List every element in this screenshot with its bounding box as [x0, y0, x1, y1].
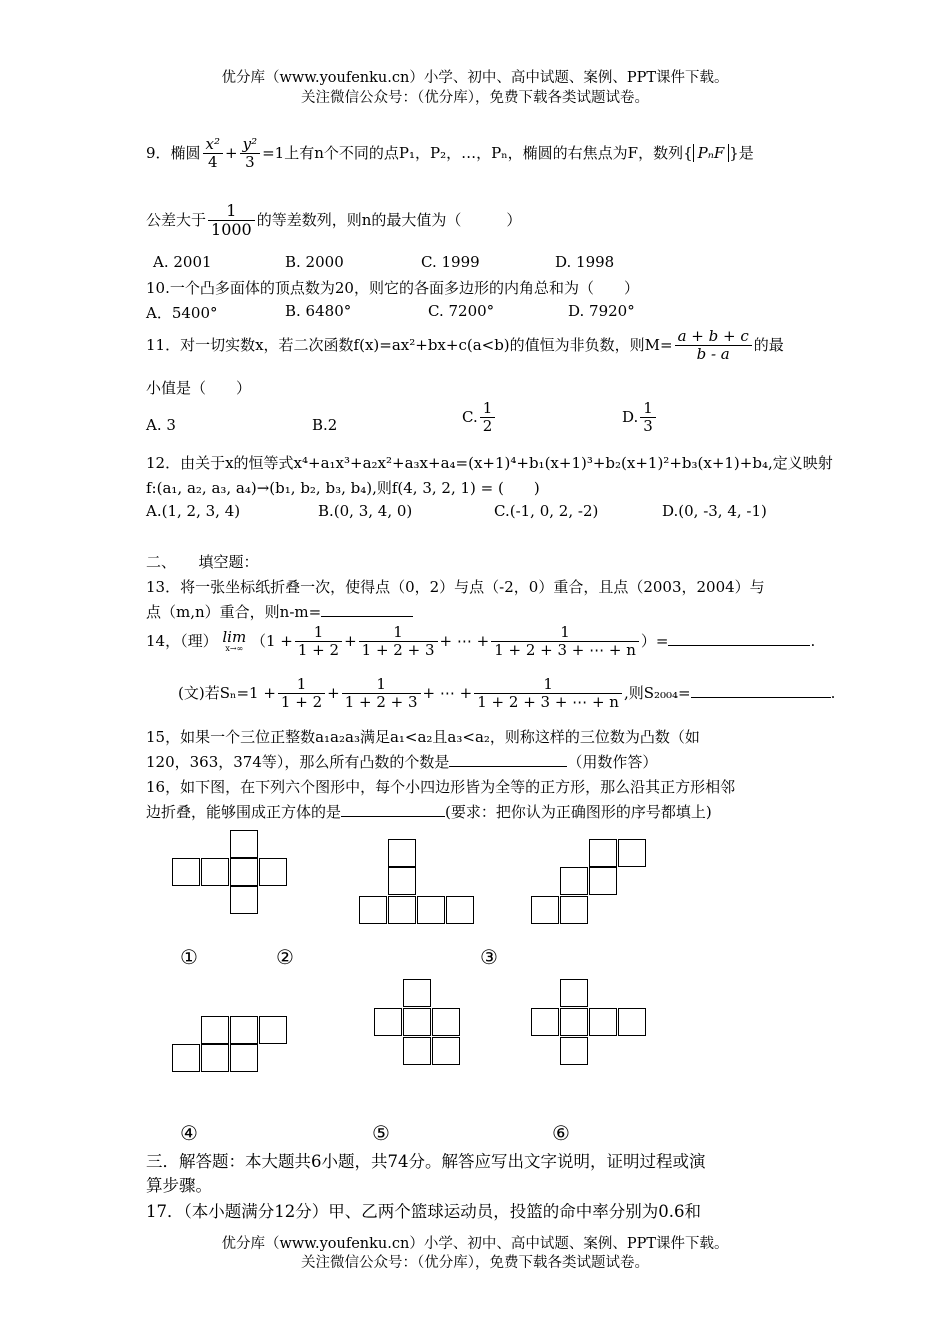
q12-option-b: B.(0, 3, 4, 0): [318, 502, 413, 520]
q10-option-d: D. 7920°: [568, 302, 635, 320]
section-3-line-1: 三．解答题：本大题共6小题，共74分。解答应写出文字说明，证明过程或演: [146, 1152, 706, 1171]
q10-option-a: A．5400°: [146, 304, 218, 322]
question-9-line-1: 9．椭圆 $\frac{\text{x²}}{4}$ + $\frac{\text{y²}}{3}$ =1上有n个不同的点P₁，P₂，…，Pₙ，椭圆的右焦点为F，数列{ PₙF }是: [146, 135, 754, 172]
fraction-m: $\frac{a + b + c}{b - a}$: [675, 328, 752, 364]
section-2-title: 二、 填空题：: [146, 553, 259, 571]
figure-label-2: ②: [276, 945, 294, 969]
question-10: 10.一个凸多面体的顶点数为20，则它的各面多边形的内角总和为（ ）: [146, 279, 639, 297]
answer-blank-13[interactable]: [321, 603, 413, 617]
limit-symbol: lim x→∞: [222, 628, 247, 654]
q12-option-d: D.(0, -3, 4, -1): [662, 502, 767, 520]
answer-blank-15[interactable]: [449, 753, 567, 767]
figure-label-3: ③: [480, 945, 498, 969]
figure-label-1: ①: [180, 945, 198, 969]
answer-blank-14-wen[interactable]: [691, 684, 831, 698]
question-15-line-1: 15，如果一个三位正整数a₁a₂a₃满足a₁<a₂且a₃<a₂，则称这样的三位数为凸数（如: [146, 728, 700, 746]
question-17-line-1: 17．（本小题满分12分）甲、乙两个篮球运动员，投篮的命中率分别为0.6和: [146, 1202, 701, 1221]
q11-option-d: D. $\frac{1}{3}$: [622, 400, 658, 436]
q9-option-c: C. 1999: [421, 253, 480, 271]
q11-option-b: B.2: [312, 416, 338, 434]
question-12-line-1: 12．由关于x的恒等式x⁴+a₁x³+a₂x²+a₃x+a₄=(x+1)⁴+b₁(x+1)³+b₂(x+1)²+b₃(x+1)+b₄,定义映射: [146, 454, 833, 472]
figure-label-4: ④: [180, 1121, 198, 1145]
q11-option-a: A. 3: [146, 416, 176, 434]
q9-option-a: A. 2001: [153, 253, 212, 271]
question-13-line-1: 13．将一张坐标纸折叠一次，使得点（0，2）与点（-2，0）重合，且点（2003，2004）与: [146, 578, 765, 596]
footer-line-2: 关注微信公众号：（优分库），免费下载各类试题试卷。: [301, 1255, 649, 1271]
q10-option-b: B. 6480°: [285, 302, 352, 320]
question-14-li: 14，（理） lim x→∞ （1 + $\frac{1}{1 + 2}$ + $\frac{1}{1 + 2 + 3}$ + ⋯ + $\frac{1}{1 + 2 + 3 + \cdots + n}$ ）= .: [146, 623, 816, 660]
question-16-line-2: 边折叠，能够围成正方体的是 (要求：把你认为正确图形的序号都填上): [146, 803, 712, 821]
q9-option-d: D. 1998: [555, 253, 615, 271]
header-line-1: 优分库（www.youfenku.cn）小学、初中、高中试题、案例、PPT课件下载。: [221, 70, 729, 86]
answer-blank-16[interactable]: [341, 803, 445, 817]
q10-option-c: C. 7200°: [428, 302, 495, 320]
question-11-line-2: 小值是（ ）: [146, 379, 252, 397]
fraction-y: $\frac{\text{y²}}{3}$: [240, 136, 261, 172]
q12-option-c: C.(-1, 0, 2, -2): [494, 502, 599, 520]
question-9-line-2: 公差大于 $\frac{1}{1000}$ 的等差数列，则n的最大值为（ ）: [146, 201, 522, 240]
footer-line-1: 优分库（www.youfenku.cn）小学、初中、高中试题、案例、PPT课件下载。: [221, 1236, 729, 1252]
question-13-line-2: 点（m,n）重合，则n-m=: [146, 601, 413, 622]
header-line-2: 关注微信公众号：（优分库），免费下载各类试题试卷。: [301, 90, 649, 106]
question-12-line-2: f:(a₁, a₂, a₃, a₄)→(b₁, b₂, b₃, b₄),则f(4, 3, 2, 1) = ( ): [146, 479, 540, 497]
figure-label-6: ⑥: [552, 1121, 570, 1145]
abs-pnf: PₙF: [693, 144, 730, 162]
q12-option-a: A.(1, 2, 3, 4): [146, 502, 241, 520]
question-11-line-1: 11．对一切实数x，若二次函数f(x)=ax²+bx+c(a<b)的值恒为非负数，则M= $\frac{a + b + c}{b - a}$ 的最: [146, 327, 784, 364]
figure-label-5: ⑤: [372, 1121, 390, 1145]
question-15-line-2: 120，363，374等），那么所有凸数的个数是 （用数作答）: [146, 753, 658, 771]
fraction-1-1000: $\frac{1}{1000}$: [208, 202, 255, 240]
question-16-line-1: 16，如下图，在下列六个图形中，每个小四边形皆为全等的正方形，那么沿其正方形相邻: [146, 778, 736, 796]
answer-blank-14-li[interactable]: [668, 632, 810, 646]
q11-option-c: C. $\frac{1}{2}$: [462, 400, 497, 436]
q9-option-b: B. 2000: [285, 253, 344, 271]
question-14-wen: (文)若Sₙ=1 + $\frac{1}{1 + 2}$ + $\frac{1}{1 + 2 + 3}$ + ⋯ + $\frac{1}{1 + 2 + 3 + \cdots + n}$ ,则S₂₀₀₄= .: [178, 675, 836, 712]
fraction-x: $\frac{\text{x²}}{4}$: [203, 136, 223, 172]
section-3-line-2: 算步骤。: [146, 1176, 212, 1195]
